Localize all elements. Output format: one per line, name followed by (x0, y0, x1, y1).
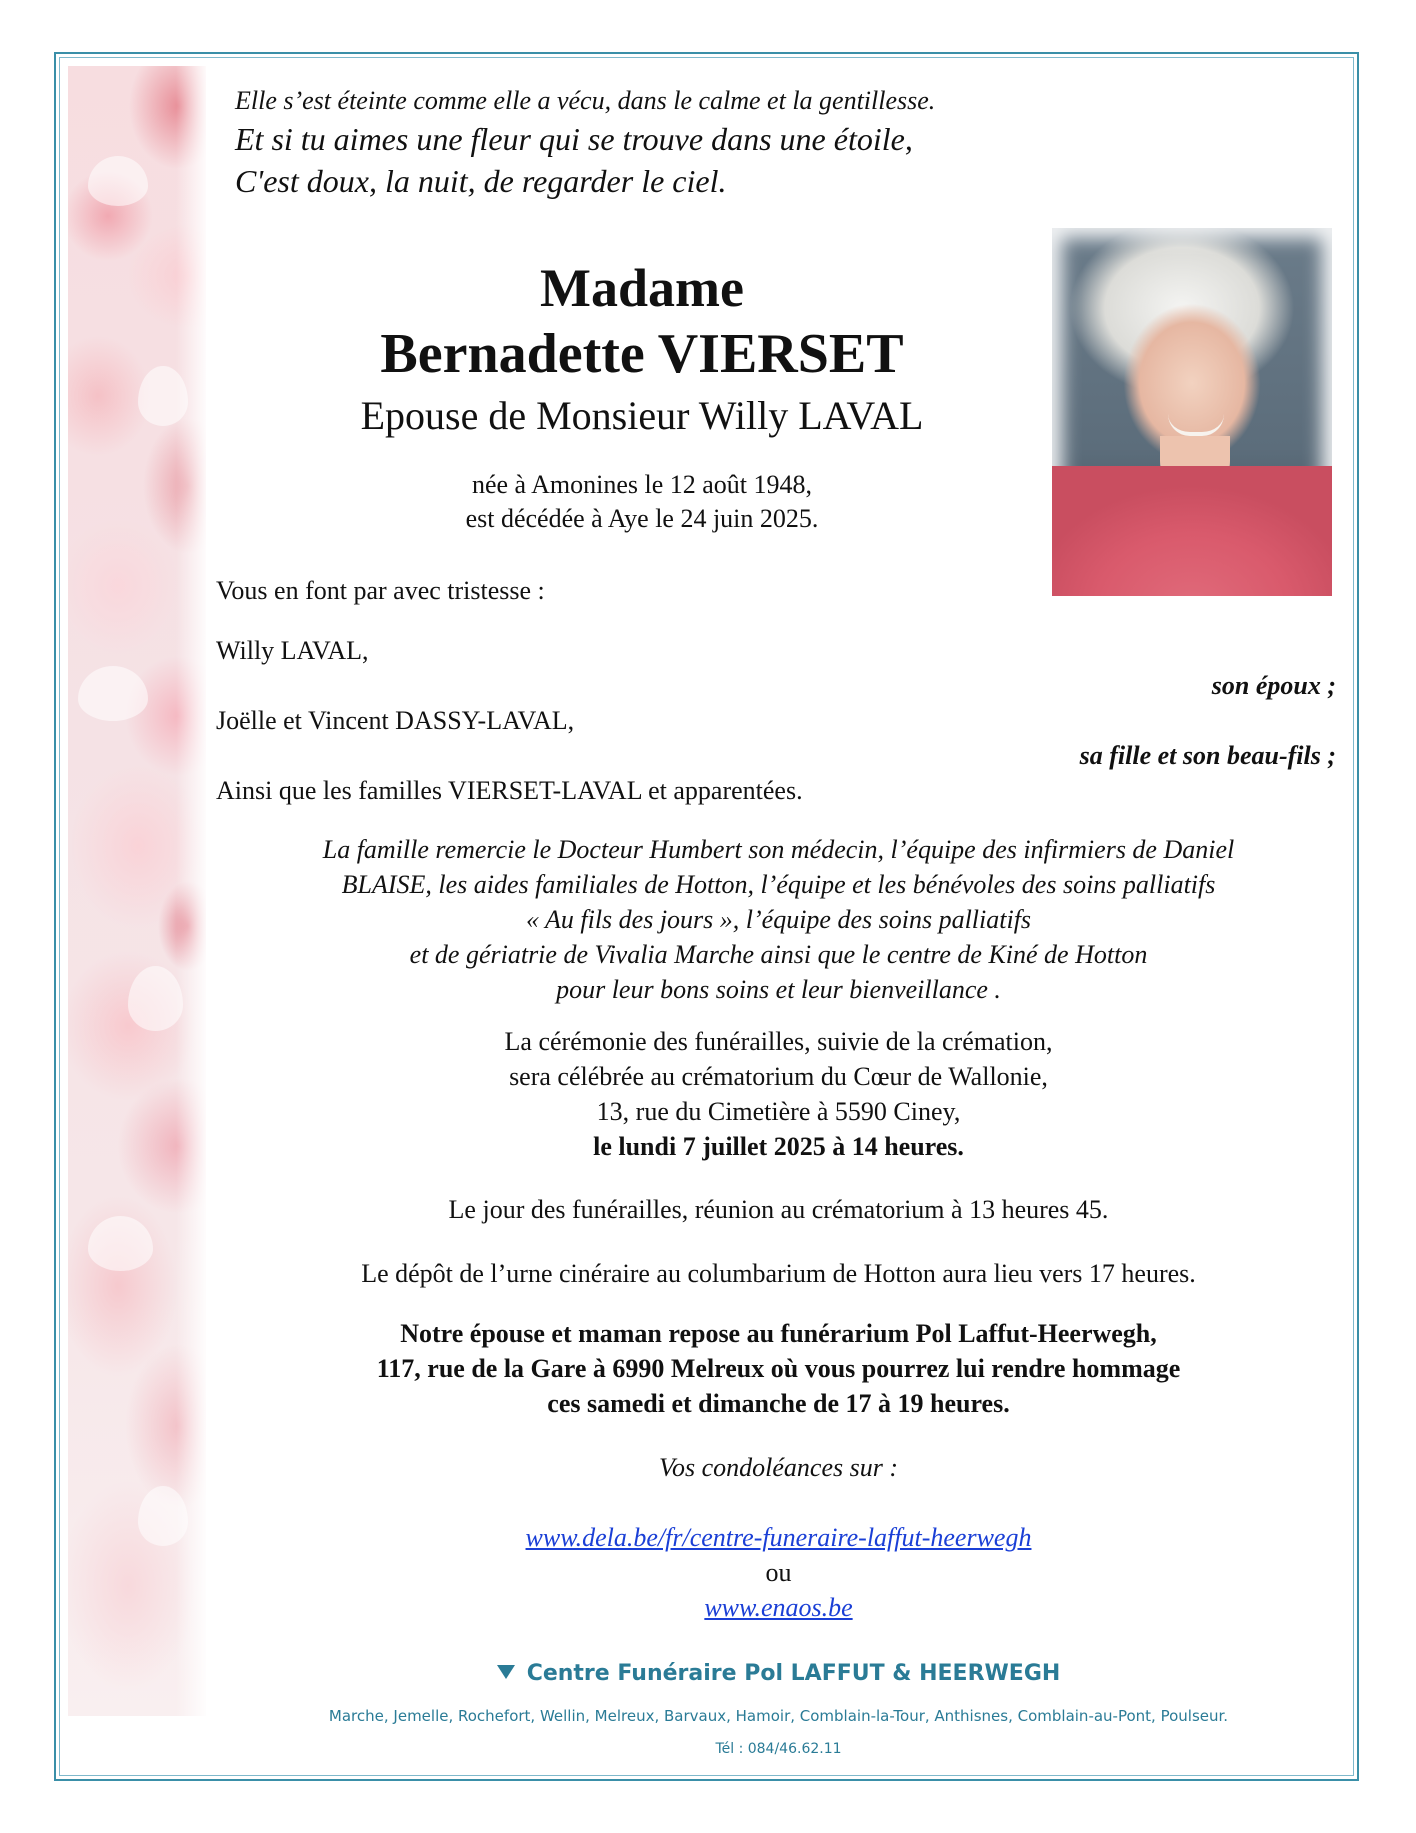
petal-decoration (88, 1216, 153, 1271)
repose-line: 117, rue de la Gare à 6990 Melreux où vous pourrez lui rendre hommage (376, 1354, 1181, 1383)
spouse-line: Epouse de Monsieur Willy LAVAL (360, 393, 924, 438)
funeral-home-label: Centre Funéraire Pol LAFFUT & HEERWEGH (526, 1661, 1061, 1686)
poem (235, 84, 1135, 202)
poem-line: Elle s’est éteinte comme elle a vécu, dans le calme et la gentillesse. (235, 86, 936, 115)
family-member-name: Willy LAVAL, (216, 636, 369, 665)
portrait-blouse (1052, 466, 1332, 596)
ceremony-line: sera célébrée au crématorium du Cœur de Wallonie, (509, 1062, 1048, 1091)
funeral-home-phone: Tél : 084/46.62.11 (715, 1741, 842, 1757)
condolences-link-dela[interactable]: www.dela.be/fr/centre-funeraire-laffut-heerwegh (525, 1523, 1032, 1552)
cherry-blossom-decoration (68, 66, 206, 1716)
or-separator: ou (765, 1558, 792, 1587)
thanks-line: et de gériatrie de Vivalia Marche ainsi que le centre de Kiné de Hotton (409, 940, 1148, 969)
urn-info: Le dépôt de l’urne cinéraire au columbarium de Hotton aura lieu vers 17 heures. (361, 1259, 1196, 1288)
family-member-relation: sa fille et son beau-fils ; (1079, 741, 1336, 770)
petal-decoration (78, 666, 148, 721)
petal-decoration (138, 366, 188, 426)
other-families: Ainsi que les familles VIERSET-LAVAL et apparentées. (216, 776, 803, 805)
ceremony-line: La cérémonie des funérailles, suivie de la crémation, (504, 1027, 1053, 1056)
ceremony-datetime: le lundi 7 juillet 2025 à 14 heures. (593, 1132, 964, 1161)
ceremony-details (216, 1024, 1341, 1164)
funeral-home-name (216, 1660, 1341, 1688)
ceremony-line: 13, rue du Cimetière à 5590 Ciney, (596, 1097, 961, 1126)
family-member-relation: son époux ; (1211, 671, 1336, 700)
thanks-line: pour leur bons soins et leur bienveillance . (556, 975, 1001, 1004)
birth-line: née à Amonines le 12 août 1948, (471, 470, 813, 499)
family-member-name: Joëlle et Vincent DASSY-LAVAL, (216, 706, 575, 735)
deceased-salutation: Madame (540, 258, 744, 318)
portrait-smile (1168, 414, 1224, 436)
poem-line: C'est doux, la nuit, de regarder le ciel. (235, 163, 727, 199)
condolences-label: Vos condoléances sur : (658, 1453, 898, 1482)
petal-decoration (128, 966, 183, 1031)
thanks-line: La famille remercie le Docteur Humbert son médecin, l’équipe des infirmiers de Daniel (322, 835, 1235, 864)
repose-info (216, 1316, 1341, 1421)
thanks-line: BLAISE, les aides familiales de Hotton, l’équipe et les bénévoles des soins palliatifs (341, 870, 1216, 899)
death-line: est décédée à Aye le 24 juin 2025. (465, 504, 819, 533)
thanks-line: « Au fils des jours », l’équipe des soins palliatifs (525, 905, 1032, 934)
repose-line: Notre épouse et maman repose au funérarium Pol Laffut-Heerwegh, (400, 1319, 1157, 1348)
petal-decoration (138, 1486, 188, 1546)
condolences-links (216, 1520, 1341, 1625)
life-dates (207, 468, 1077, 536)
portrait-photo (1052, 228, 1332, 596)
triangle-down-icon (497, 1665, 515, 1679)
announcement-intro: Vous en font par avec tristesse : (216, 576, 545, 605)
funeral-home-locations: Marche, Jemelle, Rochefort, Wellin, Melreux, Barvaux, Hamoir, Comblain-la-Tour, Anthisnes, Comblain-au-Pont, Poulseur. (328, 1707, 1229, 1725)
thanks-paragraph (216, 832, 1341, 1007)
meeting-info: Le jour des funérailles, réunion au crématorium à 13 heures 45. (448, 1195, 1109, 1224)
poem-line: Et si tu aimes une fleur qui se trouve dans une étoile, (235, 121, 913, 157)
petal-decoration (88, 156, 148, 206)
deceased-name: Bernadette VIERSET (380, 323, 904, 385)
condolences-link-enaos[interactable]: www.enaos.be (704, 1593, 853, 1622)
repose-line: ces samedi et dimanche de 17 à 19 heures. (547, 1389, 1010, 1418)
